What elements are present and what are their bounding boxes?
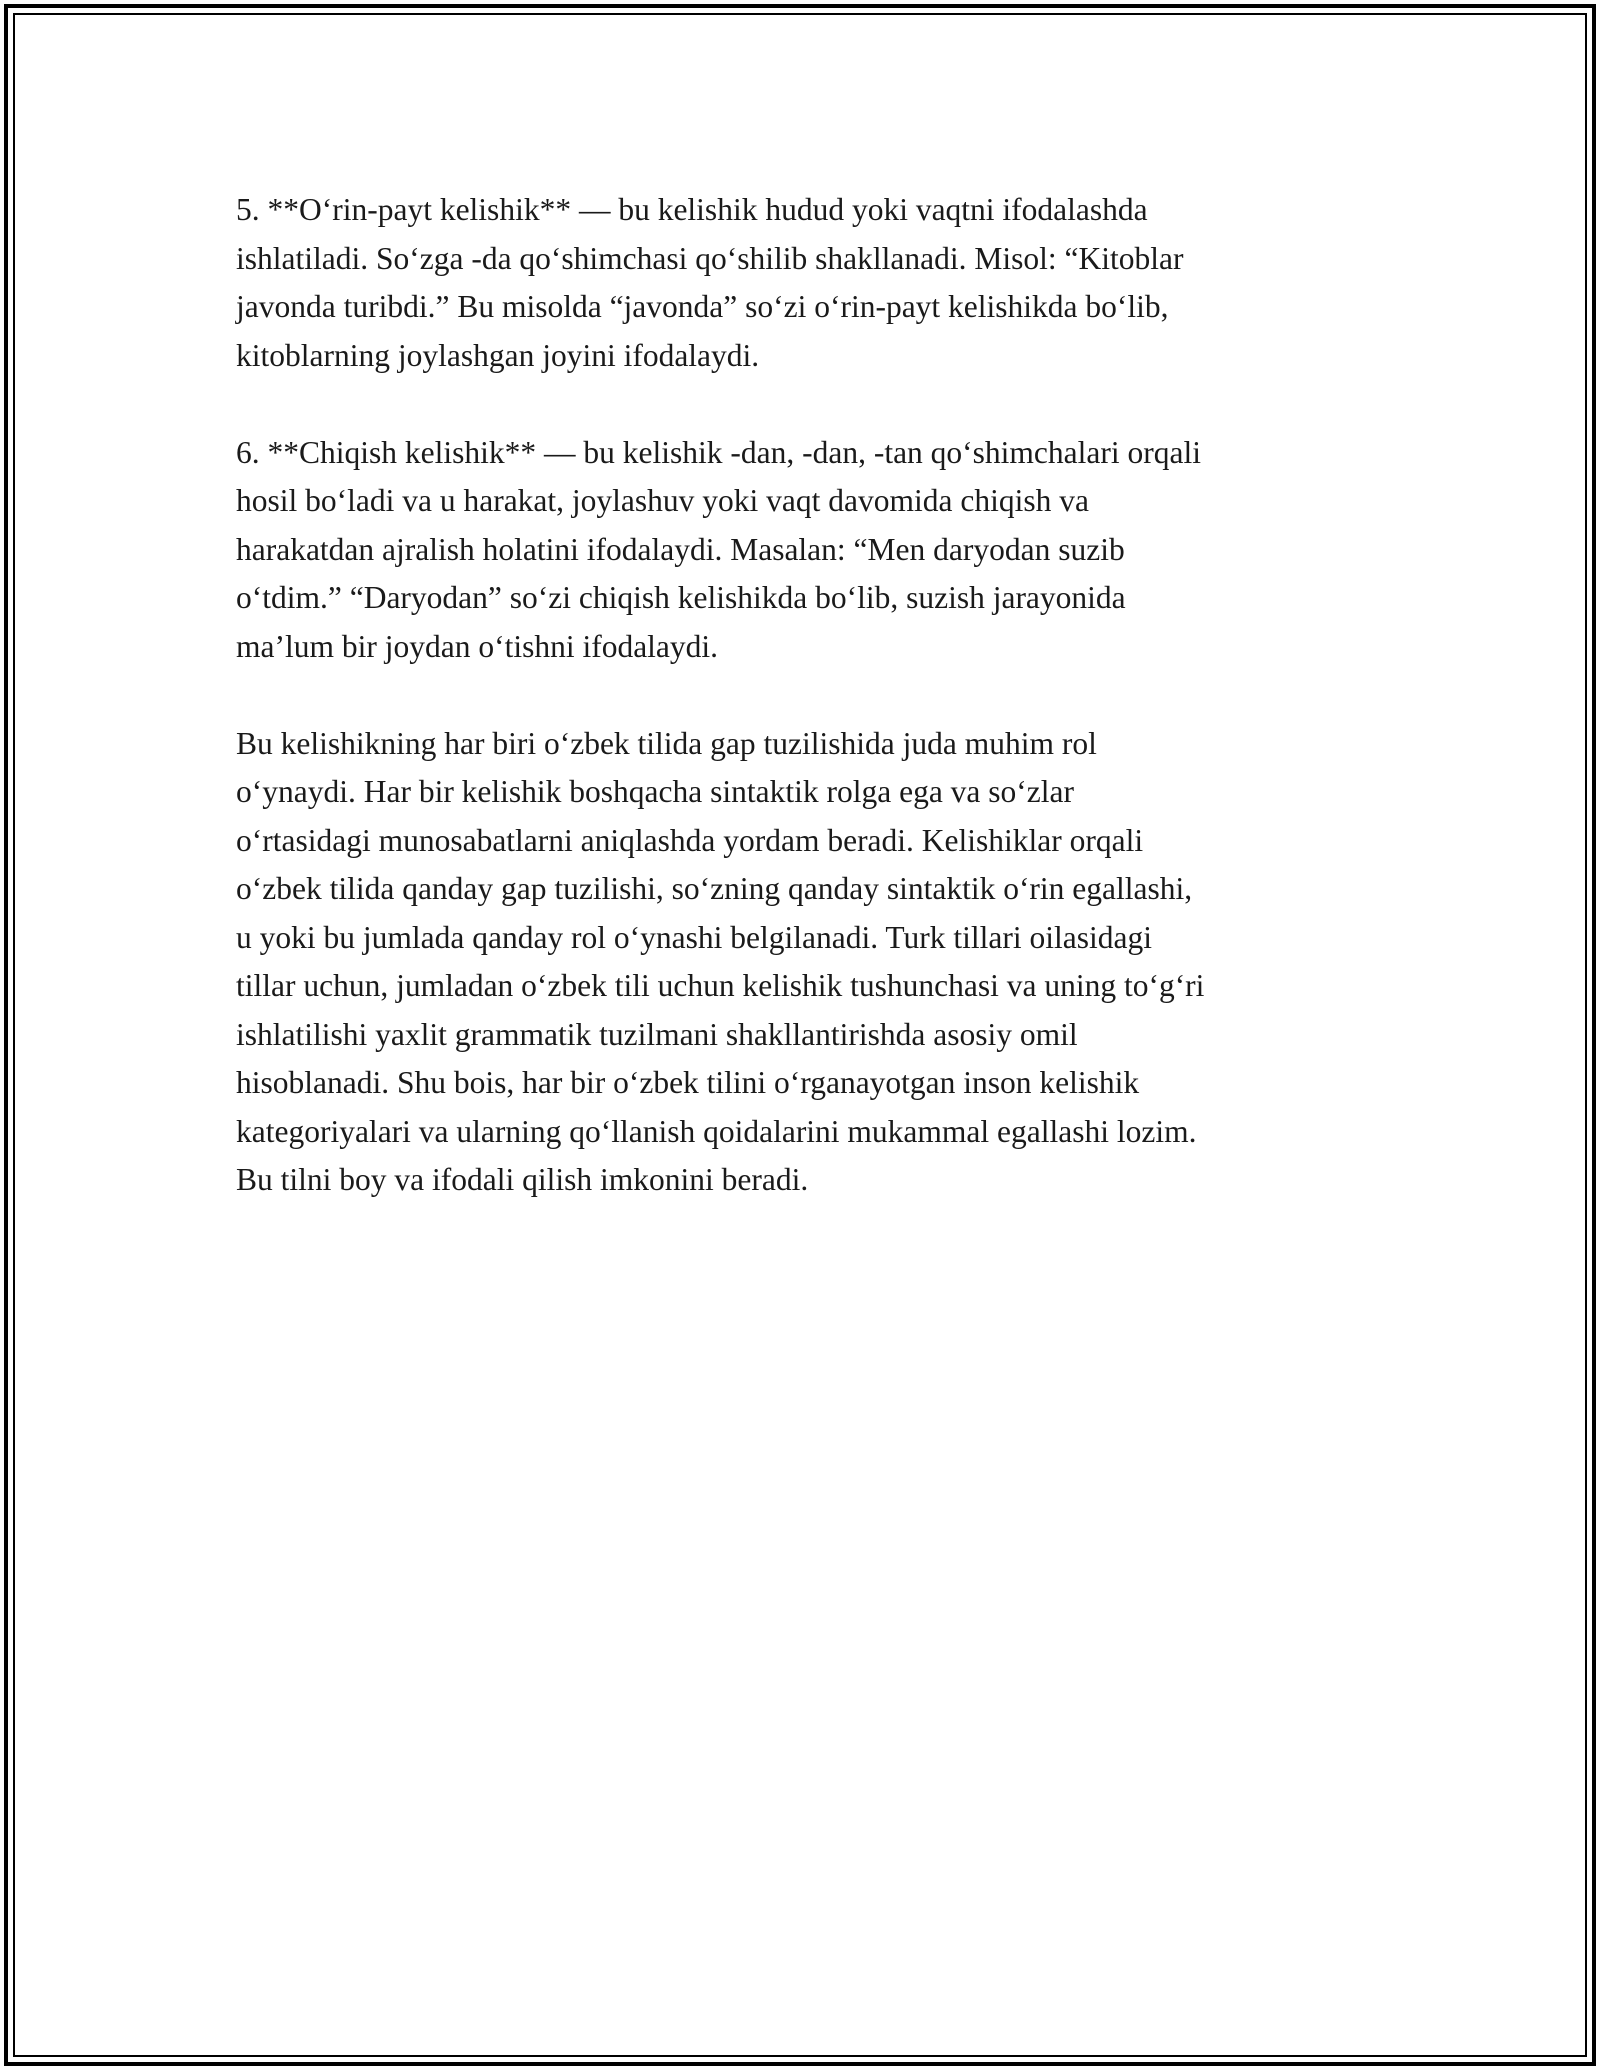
paragraph-orin-payt-kelishik xyxy=(236,186,1366,380)
text-line: o‘ynaydi. Har bir kelishik boshqacha sintaktik rolga ega va so‘zlar xyxy=(236,774,1074,809)
text-line: 5. **O‘rin-payt kelishik** — bu kelishik hudud yoki vaqtni ifodalashda xyxy=(236,192,1148,227)
text-line: tillar uchun, jumladan o‘zbek tili uchun kelishik tushunchasi va uning to‘g‘ri xyxy=(236,968,1205,1003)
text-line: ma’lum bir joydan o‘tishni ifodalaydi. xyxy=(236,628,719,664)
text-line: harakatdan ajralish holatini ifodalaydi. Masalan: “Men daryodan suzib xyxy=(236,531,1125,567)
text-line: u yoki bu jumlada qanday rol o‘ynashi belgilanadi. Turk tillari oilasidagi xyxy=(236,919,1152,955)
text-line: Bu tilni boy va ifodali qilish imkonini beradi. xyxy=(236,1162,809,1197)
text-line: o‘tdim.” “Daryodan” so‘zi chiqish kelishikda bo‘lib, suzish jarayonida xyxy=(236,580,1126,615)
text-line: hisoblanadi. Shu bois, har bir o‘zbek tilini o‘rganayotgan inson kelishik xyxy=(236,1065,1140,1100)
text-line: javonda turibdi.” Bu misolda “javonda” so‘zi o‘rin-payt kelishikda bo‘lib, xyxy=(236,289,1169,324)
text-line: Bu kelishikning har biri o‘zbek tilida gap tuzilishida juda muhim rol xyxy=(236,725,1097,761)
text-line: ishlatiladi. So‘zga -da qo‘shimchasi qo‘shilib shakllanadi. Misol: “Kitoblar xyxy=(236,240,1184,276)
text-line: ishlatilishi yaxlit grammatik tuzilmani shakllantirishda asosiy omil xyxy=(236,1016,1078,1052)
text-line: o‘rtasidagi munosabatlarni aniqlashda yordam beradi. Kelishiklar orqali xyxy=(236,822,1144,858)
text-line: o‘zbek tilida qanday gap tuzilishi, so‘zning qanday sintaktik o‘rin egallashi, xyxy=(236,871,1193,906)
text-line: kategoriyalari va ularning qo‘llanish qoidalarini mukammal egallashi lozim. xyxy=(236,1113,1197,1149)
document-body xyxy=(236,186,1366,1253)
paragraph-conclusion xyxy=(236,720,1366,1205)
text-line: 6. **Chiqish kelishik** — bu kelishik -dan, -dan, -tan qo‘shimchalari orqali xyxy=(236,434,1201,470)
text-line: kitoblarning joylashgan joyini ifodalaydi. xyxy=(236,337,760,373)
text-line: hosil bo‘ladi va u harakat, joylashuv yoki vaqt davomida chiqish va xyxy=(236,483,1089,518)
paragraph-chiqish-kelishik xyxy=(236,429,1366,672)
